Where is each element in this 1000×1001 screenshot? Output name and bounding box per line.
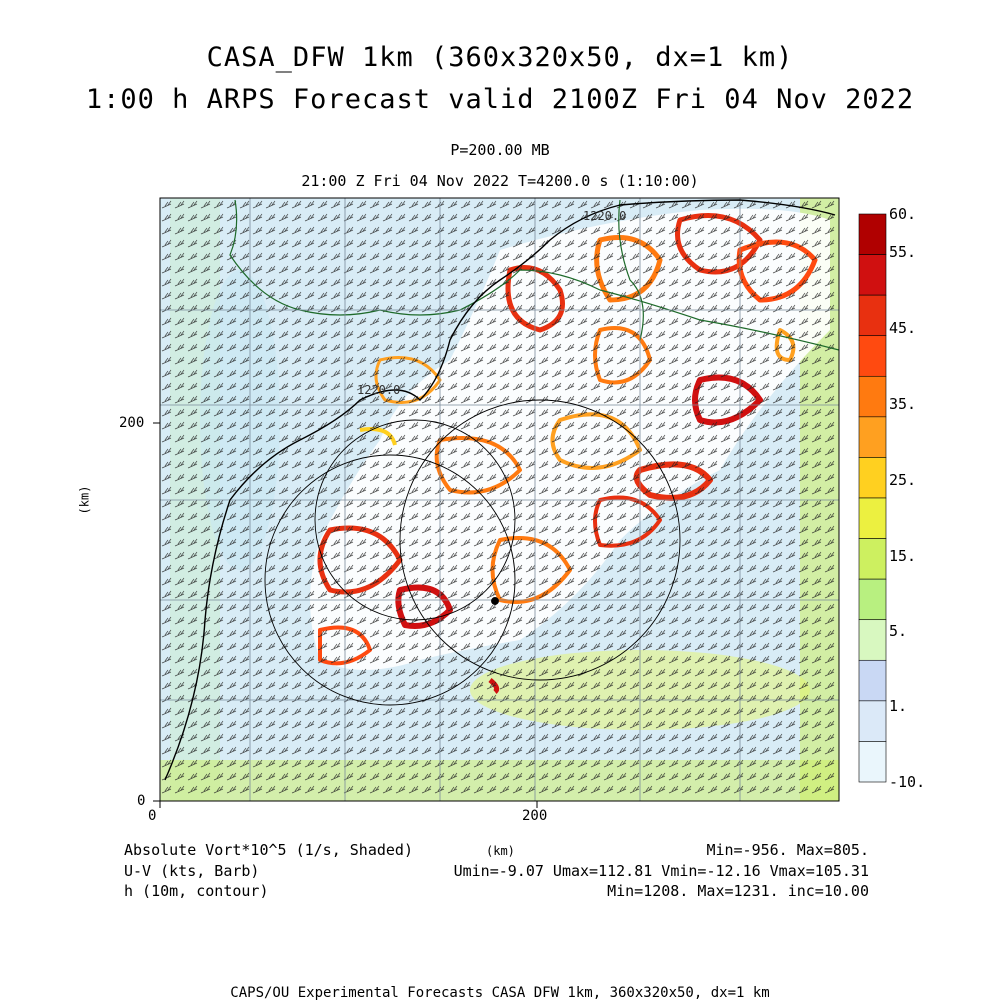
colorbar-swatch: [859, 295, 886, 336]
x-tick-label-0: 0: [148, 808, 157, 824]
field-blue-west: [200, 270, 280, 570]
colorbar-label: 15.: [889, 547, 917, 565]
colorbar-label: 25.: [889, 471, 917, 489]
field-band-south: [160, 760, 839, 801]
chart-title-line2: 1:00 h ARPS Forecast valid 2100Z Fri 04 Nov 2022: [85, 84, 915, 115]
colorbar-label: 55.: [889, 243, 917, 261]
pressure-level: P=200.00 MB: [450, 141, 550, 159]
colorbar-label: 35.: [889, 395, 917, 413]
colorbar-swatch: [859, 376, 886, 417]
legend-shaded: Absolute Vort*10^5 (1/s, Shaded): [124, 841, 413, 859]
colorbar: [859, 214, 886, 782]
legend-barb: U-V (kts, Barb): [124, 862, 260, 880]
contour-label-1: 1220.0: [583, 209, 627, 223]
colorbar-swatch: [859, 498, 886, 539]
footer-credit: CAPS/OU Experimental Forecasts CASA DFW 1km, 360x320x50, dx=1 km: [230, 985, 770, 1001]
colorbar-swatch: [859, 336, 886, 377]
contour-label-2: 1220.0: [357, 383, 401, 397]
colorbar-label: -10.: [889, 773, 926, 791]
chart-title-line1: CASA_DFW 1km (360x320x50, dx=1 km): [206, 42, 794, 73]
legend-contour: h (10m, contour): [124, 882, 269, 900]
colorbar-swatch: [859, 741, 886, 782]
colorbar-swatch: [859, 417, 886, 458]
colorbar-swatch: [859, 579, 886, 620]
map-field: [160, 198, 839, 801]
y-axis-label: (km): [77, 485, 92, 515]
colorbar-label: 45.: [889, 319, 917, 337]
legend-minmax-shaded: Min=-956. Max=805.: [706, 841, 869, 859]
colorbar-swatch: [859, 457, 886, 498]
colorbar-swatch: [859, 701, 886, 742]
legend-minmax-uv: Umin=-9.07 Umax=112.81 Vmin=-12.16 Vmax=105.31: [453, 862, 869, 880]
valid-time-line: 21:00 Z Fri 04 Nov 2022 T=4200.0 s (1:10:00): [301, 172, 699, 190]
colorbar-swatch: [859, 214, 886, 255]
colorbar-swatch: [859, 620, 886, 661]
x-axis-label: (km): [486, 844, 515, 858]
y-tick-label-0: 0: [137, 793, 146, 809]
colorbar-label: 1.: [889, 697, 908, 715]
colorbar-swatch: [859, 660, 886, 701]
colorbar-swatch: [859, 539, 886, 580]
colorbar-swatch: [859, 255, 886, 296]
colorbar-label: 5.: [889, 622, 908, 640]
x-tick-label-200: 200: [522, 808, 548, 824]
radar-site-marker: [492, 598, 499, 605]
colorbar-label: 60.: [889, 205, 917, 223]
legend-minmax-h: Min=1208. Max=1231. inc=10.00: [607, 882, 869, 900]
y-tick-label-200: 200: [119, 415, 145, 431]
